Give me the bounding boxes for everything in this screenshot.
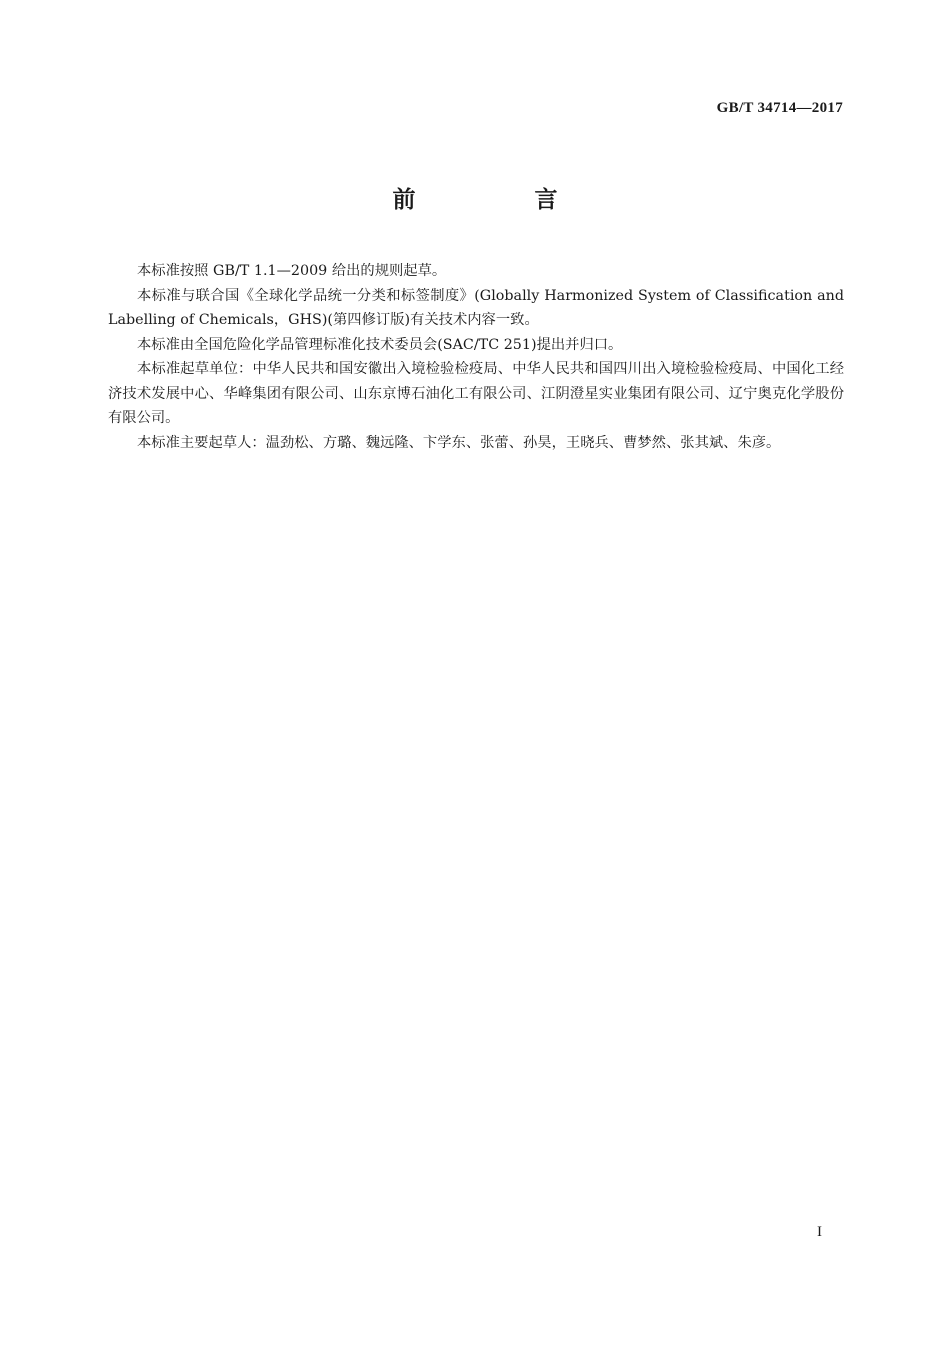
page-title: 前 言: [392, 187, 606, 213]
paragraph-ghs-consistency: 本标准与联合国《全球化学品统一分类和标签制度》(Globally Harmonized System of Classification and Labelling of Chemicals，GHS)(第四修订版)有关技术内容一致。: [108, 287, 844, 328]
standard-number-header: GB/T 34714—2017: [716, 100, 843, 116]
foreword-body: [108, 259, 844, 455]
paragraph-drafting-rules: 本标准按照 GB/T 1.1—2009 给出的规则起草。: [137, 263, 447, 279]
paragraph-proposing-committee: 本标准由全国危险化学品管理标准化技术委员会(SAC/TC 251)提出并归口。: [137, 336, 623, 353]
paragraph-main-drafters: 本标准主要起草人：温劲松、方璐、魏远隆、卞学东、张蕾、孙昊，王晓兵、曹梦然、张其斌、朱彦。: [137, 434, 781, 451]
page-number: I: [817, 1224, 822, 1240]
paragraph-drafting-organizations: 本标准起草单位：中华人民共和国安徽出入境检验检疫局、中华人民共和国四川出入境检验检疫局、中国化工经济技术发展中心、华峰集团有限公司、山东京博石油化工有限公司、江阴澄星实业集团有限公司、辽宁奥克化学股份有限公司。: [108, 361, 844, 426]
